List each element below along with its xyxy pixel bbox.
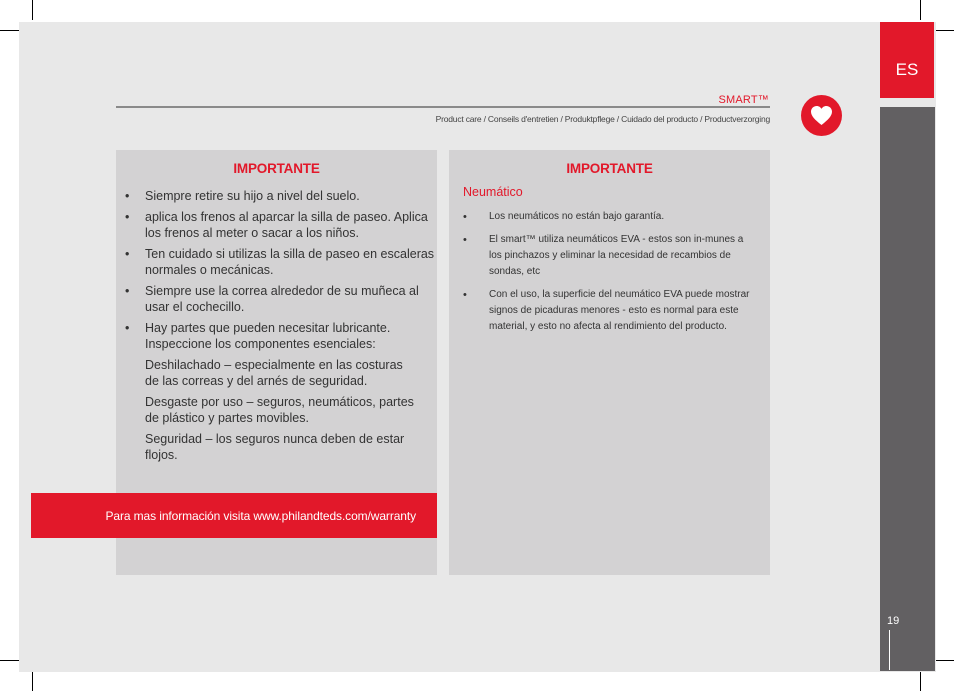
heart-badge <box>801 95 842 136</box>
brand-label: SMART™ <box>718 94 769 106</box>
warranty-link-text[interactable]: Para mas información visita www.philandteds.com/warranty <box>105 508 416 523</box>
crop-mark <box>920 0 921 20</box>
list-item: • aplica los frenos al aparcar la silla de paseo. Aplica los frenos al meter o sacar a los niños. <box>116 209 437 241</box>
side-strip <box>880 107 935 671</box>
list-item: • Con el uso, la superficie del neumático EVA puede mostrar signos de picaduras menores - esto es normal para este material, y esto no afecta al rendimiento del producto. <box>449 287 770 335</box>
inspection-note: Desgaste por uso – seguros, neumáticos, partes de plástico y partes movibles. <box>145 395 414 425</box>
inspection-note: Seguridad – los seguros nunca deben de estar flojos. <box>145 432 405 462</box>
list-item: • Ten cuidado si utilizas la silla de paseo en escaleras normales o mecánicas. <box>116 246 437 278</box>
header-rule <box>116 106 770 108</box>
crop-mark <box>0 30 20 31</box>
tire-list <box>449 209 770 335</box>
list-item: • Siempre use la correa alrededor de su muñeca al usar el cochecillo. <box>116 283 437 315</box>
section-subtitle: Neumático <box>463 185 523 199</box>
inspection-note: Deshilachado – especialmente en las costuras de las correas y del arnés de seguridad. <box>145 358 403 388</box>
crop-mark <box>934 30 954 31</box>
panel-title: IMPORTANTE <box>233 161 320 176</box>
list-item: • Los neumáticos no están bajo garantía. <box>449 209 770 225</box>
crop-mark <box>32 0 33 20</box>
care-list <box>116 188 437 352</box>
list-item: • Hay partes que pueden necesitar lubricante. Inspeccione los componentes esenciales: <box>116 320 437 352</box>
crop-mark <box>920 671 921 691</box>
crop-mark <box>0 660 20 661</box>
warranty-banner[interactable] <box>31 493 437 538</box>
important-panel-right <box>449 150 770 575</box>
list-item: • El smart™ utiliza neumáticos EVA - estos son in-munes a los pinchazos y eliminar la necesidad de recambios de sondas, etc <box>449 232 770 280</box>
list-item: • Siempre retire su hijo a nivel del suelo. <box>116 188 437 204</box>
language-tab[interactable] <box>880 22 934 98</box>
heart-icon <box>810 105 833 126</box>
crop-mark <box>934 660 954 661</box>
panel-title: IMPORTANTE <box>566 161 653 176</box>
page-number: 19 <box>887 615 900 627</box>
language-tab-label: ES <box>895 60 919 79</box>
crop-mark <box>32 671 33 691</box>
breadcrumb: Product care / Conseils d'entretien / Produktpflege / Cuidado del producto / Productverzorging <box>435 114 770 124</box>
page-number-rule <box>889 630 890 670</box>
